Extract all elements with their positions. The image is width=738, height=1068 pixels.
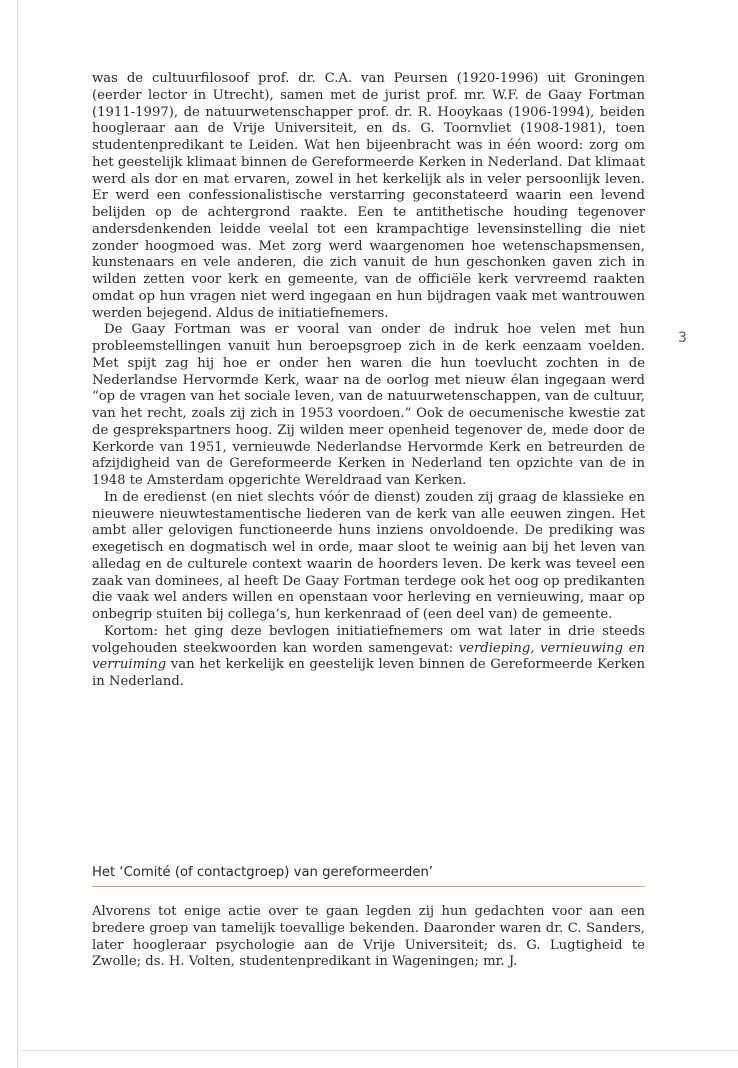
paragraph-de-gaay-fortman: De Gaay Fortman was er vooral van onder de indruk hoe velen met hun probleemstellingen vanuit hun beroepsgroep zich in de kerk eenzaam voelden. Met spijt zag hij hoe er onder hen waren die hun toevlucht zochten in de Nederlandse Hervormde Kerk, waar na de oorlog met nieuw élan ingegaan werd “op de vragen van het sociale leven, van de natuurwetenschappen, van de cultuur, van het recht, zoals zij zich in 1953 voordoen.” Ook de oecumenische kwestie zat de gesprekspartners hoog. Zij wilden meer openheid tegenover de, mede door de Kerkorde van 1951, vernieuwde Nederlandse Hervormde Kerk en betreurden de afzijdigheid van de Gereformeerde Kerken in Nederland ten opzichte van de in 1948 te Amsterdam opgerichte Wereldraad van Kerken. [92, 322, 645, 488]
kortom-keywords: verdieping, vernieuwing en verruiming [92, 640, 645, 673]
page-bottom-edge [18, 1050, 738, 1051]
body-text [92, 71, 645, 691]
kortom-tail: van het kerkelijk en geestelijk leven binnen de Gereformeerde Kerken in Nederland. [92, 657, 645, 689]
page-number: 3 [678, 330, 687, 346]
kortom-lead: Kortom: het ging deze bevlogen initiatiefnemers om wat later in drie steeds volgehouden steekwoorden kan worden samengevat: [92, 623, 645, 656]
paragraph-eredienst: In de eredienst (en niet slechts vóór de dienst) zouden zij graag de klassieke en nieuwere nieuwtestamentische liederen van de kerk van alle eeuwen zingen. Het ambt aller gelovigen functioneerde huns inziens onvoldoende. De prediking was exegetisch en dogmatisch wel in orde, maar sloot te weinig aan bij het leven van alledag en de culturele context waarin de hoorders leven. De kerk was teveel een zaak van dominees, al heeft De Gaay Fortman terdege ook het oog op predikanten die vaak wel anders willen en openstaan voor herleving en vernieuwing, maar op onbegrip stuiten bij collega’s, hun kerkenraad of (een deel van) de gemeente. [92, 489, 645, 622]
paragraph-alvorens: Alvorens tot enige actie over te gaan legden zij hun gedachten voor aan een bredere groep van tamelijk toevallige bekenden. Daaronder waren dr. C. Sanders, later hoogleraar psychologie aan de Vrije Universiteit; ds. G. Lugtigheid te Zwolle; ds. H. Volten, studentenpredikant in Wageningen; mr. J. [92, 904, 645, 970]
section-heading-rule [92, 886, 645, 887]
section-heading: Het ‘Comité (of contactgroep) van gereformeerden’ [92, 865, 434, 880]
section-body-text [92, 904, 645, 971]
paragraph-kortom [92, 624, 645, 691]
page-binding-edge [17, 0, 18, 1068]
paragraph-initiators: was de cultuurfilosoof prof. dr. C.A. van Peursen (1920-1996) uit Groningen (eerder lector in Utrecht), samen met de jurist prof. mr. W.F. de Gaay Fortman (1911-1997), de natuurwetenschapper prof. dr. R. Hooykaas (1906-1994), beiden hoogleraar aan de Vrije Universiteit, en ds. G. Toornvliet (1908-1981), toen studentenpredikant te Leiden. Wat hen bijeenbracht was in één woord: zorg om het geestelijk klimaat binnen de Gereformeerde Kerken in Nederland. Dat klimaat werd als dor en mat ervaren, zowel in het kerkelijk als in veler persoonlijk leven. Er werd een confessionalistische verstarring geconstateerd waarin een levend belijden op de achtergrond raakte. Een te antithetische houding tegenover andersdenkenden leidde veelal tot een krampachtige levensinstelling die niet zonder hoogmoed was. Met zorg werd waargenomen hoe wetenschapsmensen, kunstenaars en vele anderen, die zich vanuit de hun geschonken gaven zich in wilden zetten voor kerk en gemeente, van de officiële kerk vervreemd raakten omdat op hun vragen niet werd ingegaan en hun bijdragen vaak met wantrouwen werden bejegend. Aldus de initiatiefnemers. [92, 71, 645, 321]
